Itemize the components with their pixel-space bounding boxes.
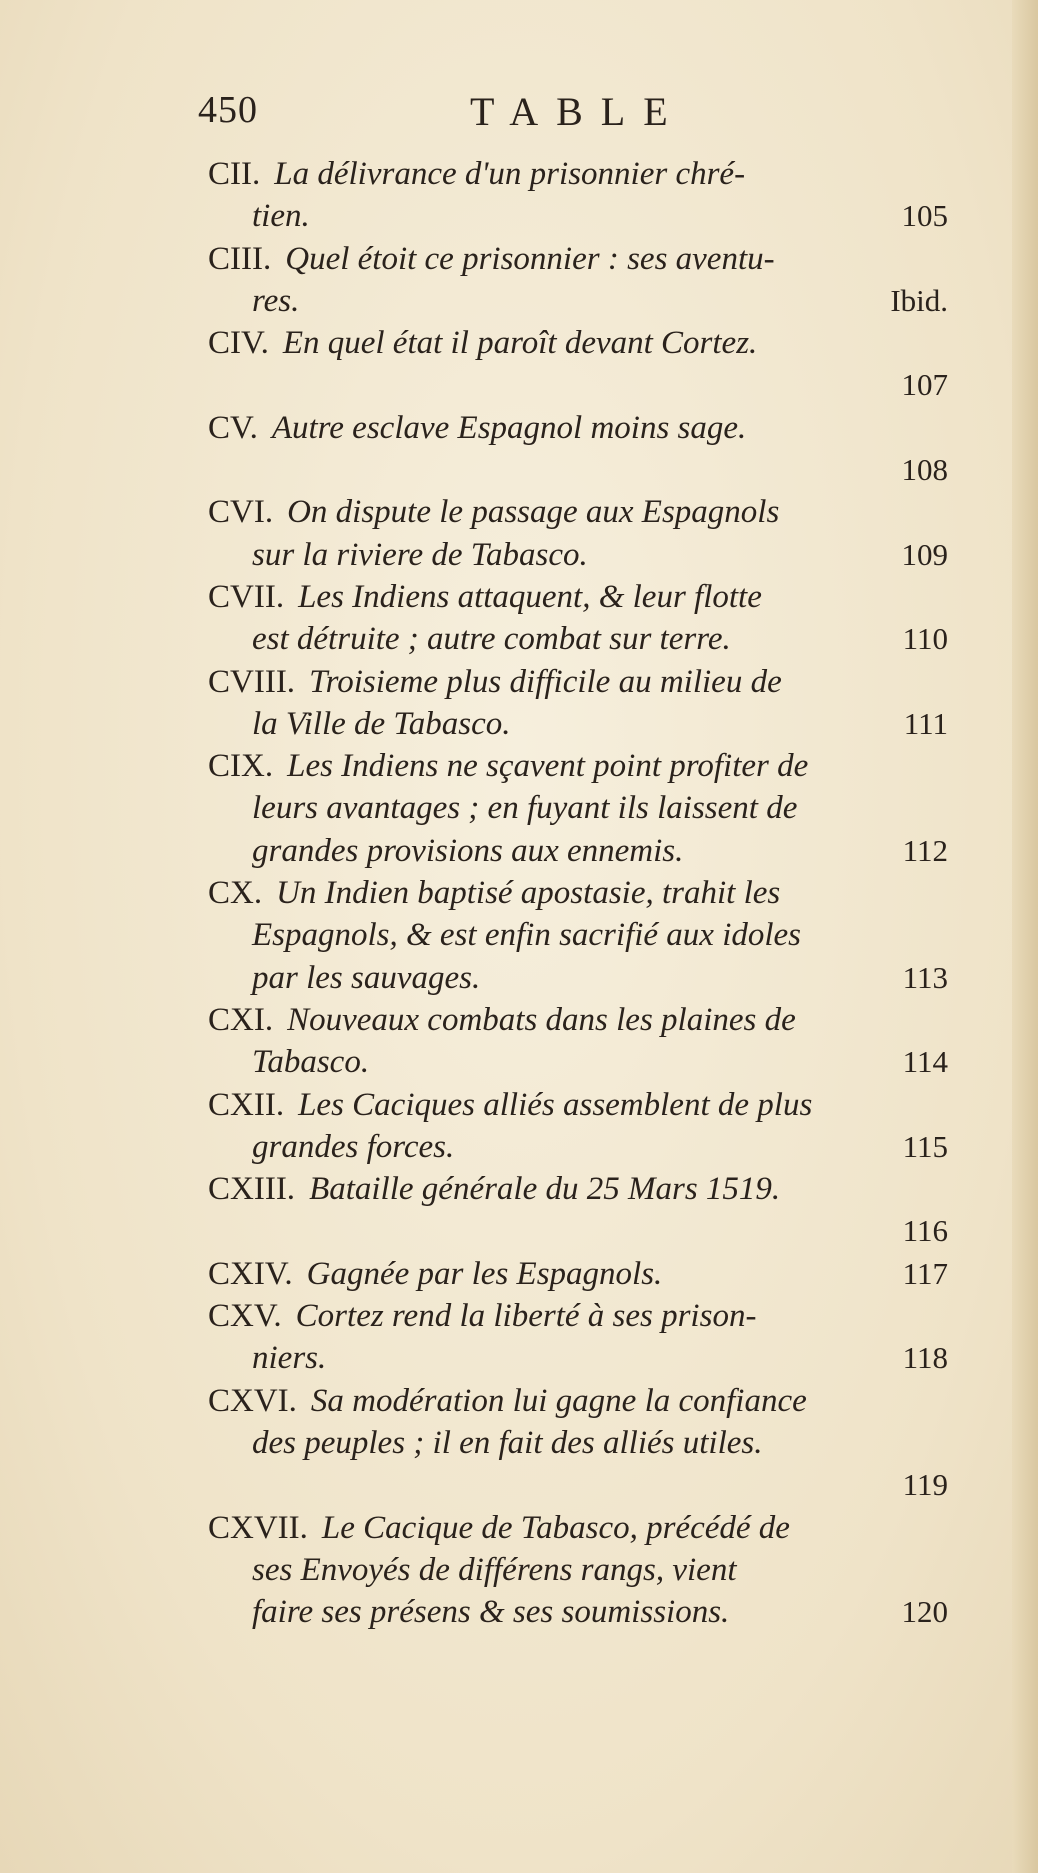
toc-entry-line [208, 491, 948, 533]
toc-entry-line [208, 1210, 948, 1252]
toc-entry-line [208, 364, 948, 406]
chapter-title: En quel état il paroît devant Cortez. [282, 325, 758, 362]
toc-entry-line [208, 1464, 948, 1506]
page-reference: 119 [902, 1467, 948, 1503]
chapter-title: Espagnols, & est enfin sacrifié aux idoles [252, 917, 802, 954]
toc-entry-line [208, 1337, 948, 1379]
toc-entry-line [208, 238, 948, 280]
chapter-title: sur la riviere de Tabasco. [252, 536, 588, 573]
page-reference: 114 [902, 1044, 948, 1080]
chapter-title: Nouveaux combats dans les plaines de [287, 1001, 796, 1038]
chapter-title: grandes forces. [252, 1128, 455, 1165]
toc-entry-line [208, 999, 948, 1041]
chapter-title: Gagnée par les Espagnols. [306, 1255, 663, 1292]
toc-entry-line [208, 576, 948, 618]
page-reference: 115 [902, 1128, 948, 1164]
page-reference: 120 [901, 1594, 948, 1630]
toc-entry-line [208, 872, 948, 914]
chapter-title: par les sauvages. [252, 959, 481, 996]
toc-entry-line [208, 1295, 948, 1337]
toc-entry [208, 745, 948, 872]
page-reference: Ibid. [890, 282, 948, 318]
toc-entry-line [208, 1422, 948, 1464]
chapter-title: On dispute le passage aux Espagnols [287, 494, 780, 531]
chapter-title: est détruite ; autre combat sur terre. [252, 621, 731, 658]
chapter-title: Cortez rend la liberté à ses prison- [295, 1298, 757, 1335]
chapter-title: Les Caciques alliés assemblent de plus [298, 1086, 813, 1123]
chapter-number: CXV. [208, 1298, 282, 1335]
page-reference: 112 [902, 832, 948, 868]
chapter-title: Le Cacique de Tabasco, précédé de [321, 1509, 790, 1546]
chapter-title: Les Indiens ne sçavent point profiter de [287, 748, 809, 785]
chapter-number: CVI. [208, 494, 274, 531]
toc-entry-line [208, 957, 948, 999]
toc-entry [208, 407, 948, 492]
page-reference: 109 [901, 536, 948, 572]
toc-entry-line [208, 534, 948, 576]
chapter-title: tien. [252, 198, 310, 235]
toc-entry-line [208, 618, 948, 660]
toc-entry-line [208, 449, 948, 491]
chapter-title: leurs avantages ; en fuyant ils laissent de [252, 790, 798, 827]
toc-entry [208, 576, 948, 661]
toc-entry-line [208, 153, 948, 195]
table-of-contents [208, 153, 948, 1633]
toc-entry [208, 153, 948, 238]
page-reference: 107 [901, 367, 948, 403]
toc-entry-line [208, 661, 948, 703]
toc-entry [208, 872, 948, 999]
toc-entry [208, 1295, 948, 1380]
toc-entry [208, 999, 948, 1084]
toc-entry-line [208, 703, 948, 745]
toc-entry-line [208, 745, 948, 787]
chapter-title: grandes provisions aux ennemis. [252, 832, 684, 869]
chapter-number: CXIII. [208, 1171, 296, 1208]
chapter-number: CXII. [208, 1086, 285, 1123]
toc-entry [208, 1253, 948, 1295]
toc-entry-line [208, 280, 948, 322]
toc-entry-line [208, 787, 948, 829]
chapter-title: Tabasco. [252, 1044, 370, 1081]
page-reference: 111 [903, 705, 948, 741]
toc-entry [208, 322, 948, 407]
toc-entry [208, 1168, 948, 1253]
page-reference: 110 [902, 621, 948, 657]
toc-entry-line [208, 1168, 948, 1210]
chapter-title: Troisieme plus difficile au milieu de [309, 663, 782, 700]
toc-entry-line [208, 830, 948, 872]
chapter-title: la Ville de Tabasco. [252, 705, 511, 742]
chapter-number: CIX. [208, 748, 274, 785]
toc-entry-line [208, 322, 948, 364]
toc-entry-line [208, 1591, 948, 1633]
chapter-title: La délivrance d'un prisonnier chré- [274, 156, 746, 192]
toc-entry [208, 491, 948, 576]
chapter-title: faire ses présens & ses soumissions. [252, 1594, 730, 1631]
chapter-title: Bataille générale du 25 Mars 1519. [309, 1171, 781, 1208]
chapter-number: CVII. [208, 578, 285, 615]
page-gutter [1012, 0, 1038, 1873]
chapter-title: Les Indiens attaquent, & leur flotte [298, 578, 762, 615]
chapter-number: CVIII. [208, 663, 296, 700]
page-reference: 117 [902, 1255, 948, 1291]
toc-entry-line [208, 195, 948, 237]
page-reference: 108 [901, 452, 948, 488]
toc-entry-line [208, 1126, 948, 1168]
page-reference: 105 [901, 198, 948, 234]
chapter-number: CXVI. [208, 1382, 297, 1419]
page-reference: 118 [902, 1340, 948, 1376]
chapter-title: niers. [252, 1340, 327, 1377]
chapter-title: Sa modération lui gagne la confiance [310, 1382, 807, 1419]
chapter-number: CV. [208, 409, 258, 446]
chapter-number: CXVII. [208, 1509, 308, 1546]
chapter-title: Quel étoit ce prisonnier : ses aventu- [285, 240, 775, 277]
chapter-number: CXI. [208, 1001, 274, 1038]
chapter-number: CII. [208, 156, 261, 192]
toc-entry-line [208, 1380, 948, 1422]
toc-entry-line [208, 407, 948, 449]
page-header [198, 88, 838, 138]
chapter-number: CIV. [208, 325, 269, 362]
toc-entry-line [208, 1041, 948, 1083]
toc-entry-line [208, 1084, 948, 1126]
toc-entry [208, 1507, 948, 1634]
chapter-number: CX. [208, 875, 263, 912]
toc-entry-line [208, 1549, 948, 1591]
toc-entry-line [208, 1507, 948, 1549]
toc-entry-line [208, 1253, 948, 1295]
chapter-title: res. [252, 282, 300, 319]
page-number: 450 [198, 89, 258, 131]
toc-entry [208, 238, 948, 323]
chapter-title: Un Indien baptisé apostasie, trahit les [276, 875, 781, 912]
chapter-title: ses Envoyés de différens rangs, vient [252, 1551, 737, 1588]
toc-entry [208, 1380, 948, 1507]
chapter-number: CIII. [208, 240, 272, 277]
toc-entry [208, 1084, 948, 1169]
toc-entry-line [208, 914, 948, 956]
page-reference: 116 [902, 1213, 948, 1249]
chapter-title: Autre esclave Espagnol moins sage. [271, 409, 747, 446]
page-reference: 113 [902, 959, 948, 995]
toc-entry [208, 661, 948, 746]
chapter-number: CXIV. [208, 1255, 293, 1292]
running-title: TABLE [470, 89, 686, 134]
chapter-title: des peuples ; il en fait des alliés utiles. [252, 1424, 763, 1461]
